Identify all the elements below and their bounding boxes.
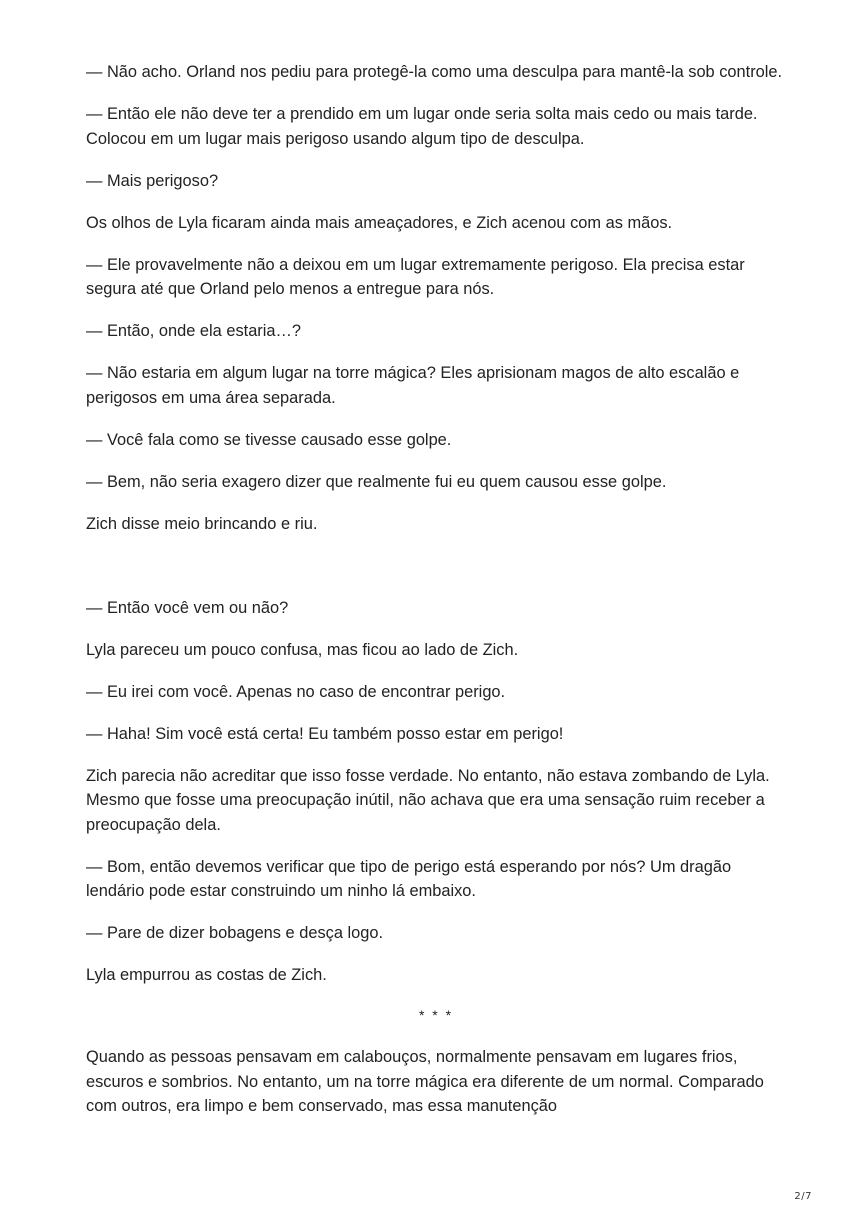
paragraph: Zich disse meio brincando e riu. — [86, 514, 318, 533]
paragraph: — Então, onde ela estaria…? — [86, 322, 302, 340]
paragraph: — Pare de dizer bobagens e desça logo. — [86, 924, 384, 942]
paragraph: — Eu irei com você. Apenas no caso de encontrar perigo. — [86, 682, 506, 701]
paragraph: Os olhos de Lyla ficaram ainda mais ameaçadores, e Zich acenou com as mãos. — [86, 213, 673, 232]
paragraph: — Não estaria em algum lugar na torre mágica? Eles aprisionam magos de alto escalão e perigosos em uma área separada. — [86, 364, 740, 407]
page-number: 2/7 — [794, 1191, 812, 1202]
paragraph: — Bem, não seria exagero dizer que realmente fui eu quem causou esse golpe. — [86, 472, 667, 491]
paragraph: — Não acho. Orland nos pediu para protegê-la como uma desculpa para mantê-la sob controle. — [86, 63, 783, 81]
paragraph: — Você fala como se tivesse causado esse golpe. — [86, 430, 452, 449]
paragraph: Lyla pareceu um pouco confusa, mas ficou ao lado de Zich. — [86, 640, 519, 659]
paragraph: Quando as pessoas pensavam em calabouços, normalmente pensavam em lugares frios, escuros e sombrios. No entanto, um na torre mágica era diferente de um normal. Comparado com outros, era limpo e bem conservado, mas essa manutenção — [86, 1048, 764, 1115]
paragraph: — Bom, então devemos verificar que tipo de perigo está esperando por nós? Um dragão lendário pode estar construindo um ninho lá embaixo. — [86, 857, 732, 900]
paragraph: Zich parecia não acreditar que isso fosse verdade. No entanto, não estava zombando de Lyla. Mesmo que fosse uma preocupação inútil, não achava que era uma sensação ruim receber a preocupação dela. — [86, 766, 770, 834]
document-body — [86, 60, 786, 1136]
blank-spacer — [86, 554, 786, 596]
paragraph: Lyla empurrou as costas de Zich. — [86, 966, 327, 984]
scene-separator: * * * — [418, 1007, 454, 1023]
paragraph: — Mais perigoso? — [86, 171, 219, 190]
paragraph: — Ele provavelmente não a deixou em um lugar extremamente perigoso. Ela precisa estar segura até que Orland pelo menos a entregue para nós. — [86, 255, 745, 298]
paragraph: — Haha! Sim você está certa! Eu também posso estar em perigo! — [86, 724, 564, 743]
paragraph: — Então você vem ou não? — [86, 598, 289, 617]
paragraph: — Então ele não deve ter a prendido em um lugar onde seria solta mais cedo ou mais tarde. Colocou em um lugar mais perigoso usando algum tipo de desculpa. — [86, 105, 758, 148]
